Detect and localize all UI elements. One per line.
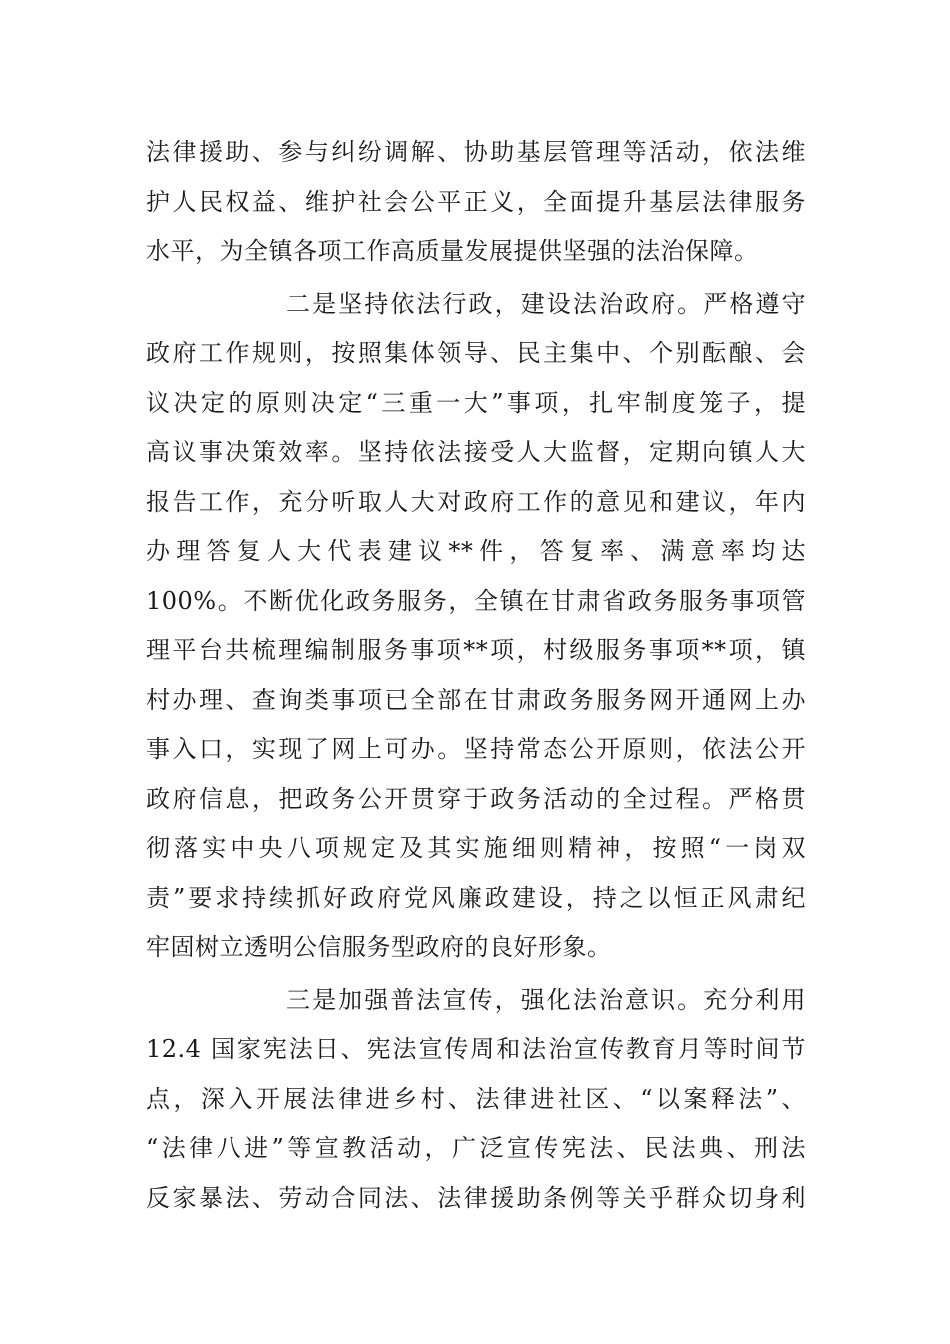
text-line: 三是加强普法宣传，强化法治意识。充分利用 xyxy=(286,985,806,1014)
text-line: 办理答复人大代表建议**件，答复率、满意率均达 xyxy=(146,537,806,565)
text-line: 村办理、查询类事项已全部在甘肃政务服务网开通网上办 xyxy=(146,685,806,714)
paragraph-2 xyxy=(146,280,806,973)
text-line: 报告工作，充分听取人大对政府工作的意见和建议，年内 xyxy=(146,487,806,516)
text-line: 12.4 国家宪法日、宪法宣传周和法治宣传教育月等时间节 xyxy=(146,1035,806,1063)
paragraph-3 xyxy=(146,976,806,1224)
text-line: 议决定的原则决定“三重一大”事项，扎牢制度笼子，提 xyxy=(146,388,806,417)
text-line: 政府工作规则，按照集体领导、民主集中、个别酝酿、会 xyxy=(146,339,806,367)
paragraph-1 xyxy=(146,128,806,277)
text-line: 高议事决策效率。坚持依法接受人大监督，定期向镇人大 xyxy=(146,438,806,466)
text-line: 二是坚持依法行政，建设法治政府。严格遵守 xyxy=(286,289,806,318)
text-line: 彻落实中央八项规定及其实施细则精神，按照“一岗双 xyxy=(146,834,806,862)
text-line: 法律援助、参与纠纷调解、协助基层管理等活动，依法维 xyxy=(146,138,806,166)
text-line: “法律八进”等宣教活动，广泛宣传宪法、民法典、刑法 xyxy=(146,1134,806,1162)
document-page xyxy=(146,128,806,1223)
text-line: 事入口，实现了网上可办。坚持常态公开原则，依法公开 xyxy=(146,735,806,763)
text-line: 护人民权益、维护社会公平正义，全面提升基层法律服务 xyxy=(146,187,806,216)
text-line: 理平台共梳理编制服务事项**项，村级服务事项**项，镇 xyxy=(146,636,806,664)
text-line: 牢固树立透明公信服务型政府的良好形象。 xyxy=(146,933,612,961)
text-line: 责”要求持续抓好政府党风廉政建设，持之以恒正风肃纪 xyxy=(146,883,806,912)
text-line: 100%。不断优化政务服务，全镇在甘肃省政务服务事项管 xyxy=(146,586,806,615)
text-line: 水平，为全镇各项工作高质量发展提供坚强的法治保障。 xyxy=(146,237,759,265)
text-line: 点，深入开展法律进乡村、法律进社区、“以案释法”、 xyxy=(146,1084,806,1113)
text-line: 政府信息，把政务公开贯穿于政务活动的全过程。严格贯 xyxy=(146,784,806,813)
text-line: 反家暴法、劳动合同法、法律援助条例等关乎群众切身利 xyxy=(146,1183,806,1212)
